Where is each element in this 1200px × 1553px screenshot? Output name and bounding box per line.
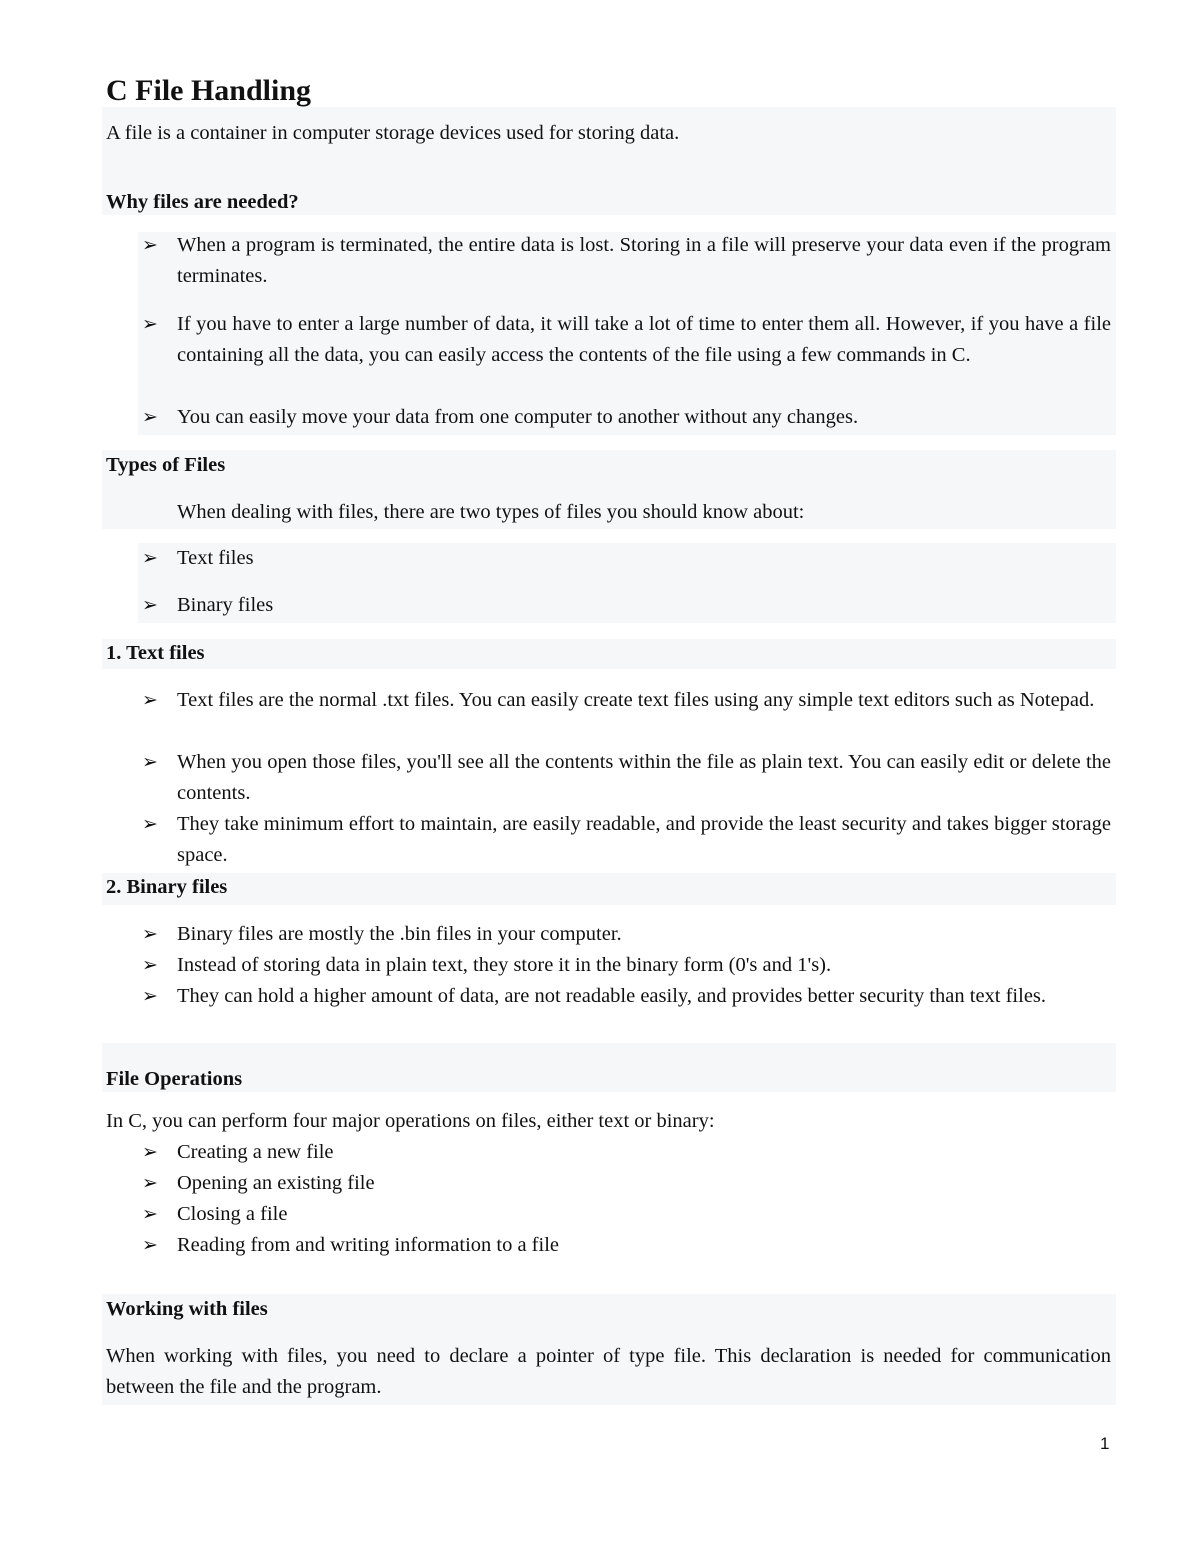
arrow-bullet-icon: ➢ xyxy=(142,595,158,616)
shaded-block xyxy=(138,543,1116,623)
types-item-2: Binary files xyxy=(177,594,274,616)
types-item-1: Text files xyxy=(177,547,254,569)
binary-files-item-3: They can hold a higher amount of data, are not readable easily, and provides better security than text files. xyxy=(177,985,1047,1007)
binary-files-item-2: Instead of storing data in plain text, they store it in the binary form (0's and 1's). xyxy=(177,954,832,976)
arrow-bullet-icon: ➢ xyxy=(142,986,158,1007)
text-files-item-1: Text files are the normal .txt files. You can easily create text files using any simple text editors such as Notepad. xyxy=(177,689,1095,711)
arrow-bullet-icon: ➢ xyxy=(142,314,158,335)
binary-files-item-1: Binary files are mostly the .bin files in your computer. xyxy=(177,923,622,945)
types-intro: When dealing with files, there are two types of files you should know about: xyxy=(177,501,805,523)
binary-files-heading: 2. Binary files xyxy=(106,876,228,898)
arrow-bullet-icon: ➢ xyxy=(142,955,158,976)
page-title: C File Handling xyxy=(106,74,312,107)
page-number: 1 xyxy=(1100,1434,1110,1453)
operations-item-3: Closing a file xyxy=(177,1203,288,1225)
intro-paragraph: A file is a container in computer storage devices used for storing data. xyxy=(106,122,680,144)
operations-item-2: Opening an existing file xyxy=(177,1172,375,1194)
operations-intro: In C, you can perform four major operations on files, either text or binary: xyxy=(106,1110,715,1132)
shaded-block xyxy=(102,873,1116,905)
arrow-bullet-icon: ➢ xyxy=(142,814,158,835)
text-files-item-3: They take minimum effort to maintain, are easily readable, and provide the least security and takes bigger storage space. xyxy=(177,813,1111,866)
shaded-block xyxy=(102,1043,1116,1092)
arrow-bullet-icon: ➢ xyxy=(142,1173,158,1194)
working-heading: Working with files xyxy=(106,1298,268,1320)
arrow-bullet-icon: ➢ xyxy=(142,690,158,711)
text-files-heading: 1. Text files xyxy=(106,642,205,664)
why-item-2: If you have to enter a large number of data, it will take a lot of time to enter them all. However, if you have a file containing all the data, you can easily access the contents of the file using a few commands in C. xyxy=(177,313,1111,366)
why-item-3: You can easily move your data from one computer to another without any changes. xyxy=(177,406,859,428)
operations-heading: File Operations xyxy=(106,1068,243,1090)
operations-item-1: Creating a new file xyxy=(177,1141,334,1163)
working-paragraph: When working with files, you need to declare a pointer of type file. This declaration is needed for communication between the file and the program. xyxy=(106,1345,1111,1398)
arrow-bullet-icon: ➢ xyxy=(142,1142,158,1163)
arrow-bullet-icon: ➢ xyxy=(142,407,158,428)
operations-item-4: Reading from and writing information to a file xyxy=(177,1234,560,1256)
arrow-bullet-icon: ➢ xyxy=(142,548,158,569)
types-heading: Types of Files xyxy=(106,454,226,476)
why-heading: Why files are needed? xyxy=(106,191,299,213)
arrow-bullet-icon: ➢ xyxy=(142,752,158,773)
why-item-1: When a program is terminated, the entire data is lost. Storing in a file will preserve your data even if the program terminates. xyxy=(177,234,1111,287)
arrow-bullet-icon: ➢ xyxy=(142,1204,158,1225)
arrow-bullet-icon: ➢ xyxy=(142,1235,158,1256)
shaded-block xyxy=(102,639,1116,669)
arrow-bullet-icon: ➢ xyxy=(142,235,158,256)
text-files-item-2: When you open those files, you'll see all the contents within the file as plain text. You can easily edit or delete the contents. xyxy=(177,751,1111,804)
arrow-bullet-icon: ➢ xyxy=(142,924,158,945)
